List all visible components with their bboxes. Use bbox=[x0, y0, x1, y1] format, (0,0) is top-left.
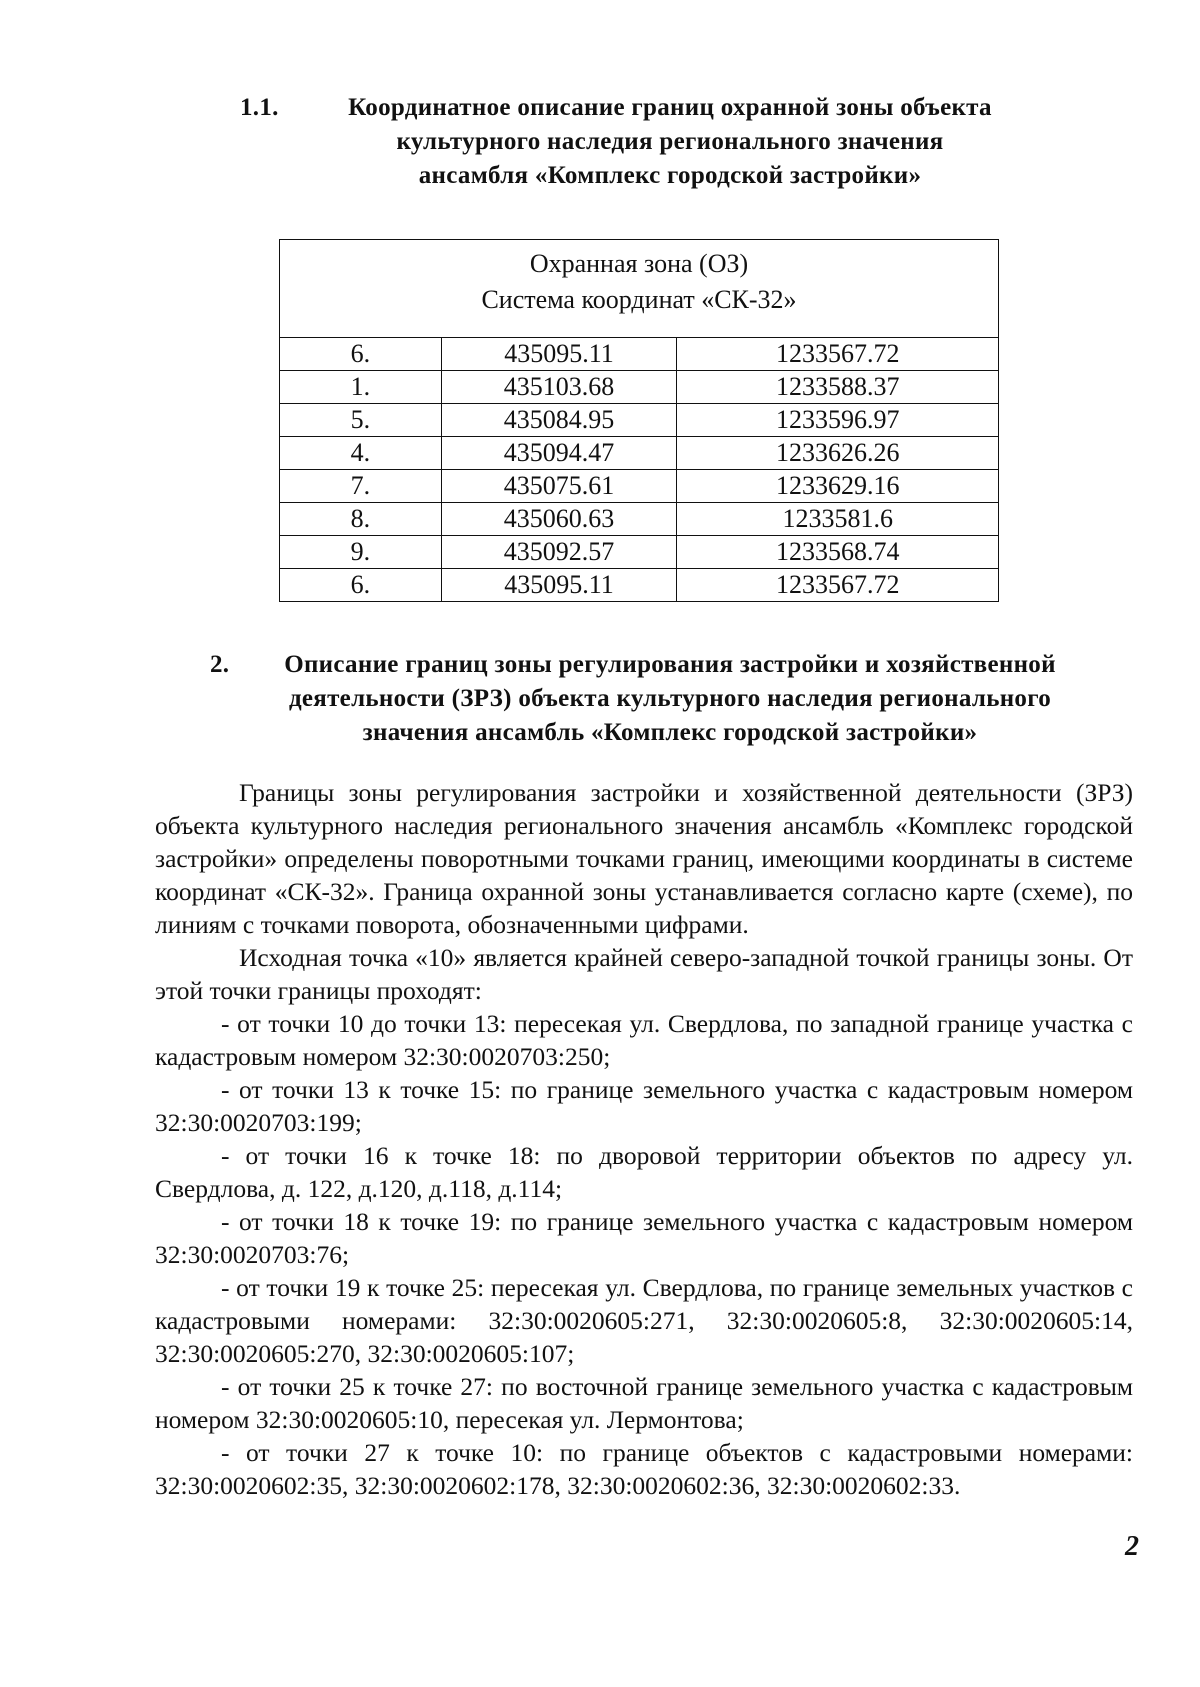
section-2-title-line: Описание границ зоны регулирования застройки и хозяйственной bbox=[284, 651, 1056, 678]
table-row bbox=[280, 437, 999, 470]
x-coordinate-cell: 435095.11 bbox=[441, 338, 677, 371]
point-number-cell: 8. bbox=[280, 503, 442, 536]
section-1-title-line: ансамбля «Комплекс городской застройки» bbox=[418, 162, 922, 189]
table-row bbox=[280, 503, 999, 536]
table-header-system: Система координат «СК-32» bbox=[481, 285, 797, 314]
body-paragraph: Границы зоны регулирования застройки и хозяйственной деятельности (ЗРЗ) объекта культурного наследия регионального значения ансамбль «Комплекс городской застройки» определены поворотными точками границ, имеющими координаты в системе координат «СК-32». Граница охранной зоны устанавливается согласно карте (схеме), по линиям с точками поворота, обозначенными цифрами. bbox=[155, 778, 1133, 939]
table-row bbox=[280, 470, 999, 503]
section-1-number: 1.1. bbox=[240, 94, 279, 121]
x-coordinate-cell: 435092.57 bbox=[441, 536, 677, 569]
point-number-cell: 5. bbox=[280, 404, 442, 437]
boundary-list-item: - от точки 13 к точке 15: по границе земельного участка с кадастровым номером 32:30:0020703:199; bbox=[155, 1075, 1133, 1137]
point-number-cell: 4. bbox=[280, 437, 442, 470]
x-coordinate-cell: 435094.47 bbox=[441, 437, 677, 470]
x-coordinate-cell: 435103.68 bbox=[441, 371, 677, 404]
boundary-list-item: - от точки 18 к точке 19: по границе земельного участка с кадастровым номером 32:30:0020703:76; bbox=[155, 1207, 1133, 1269]
y-coordinate-cell: 1233596.97 bbox=[677, 404, 999, 437]
table-row bbox=[280, 404, 999, 437]
body-text bbox=[155, 776, 1133, 1502]
y-coordinate-cell: 1233626.26 bbox=[677, 437, 999, 470]
point-number-cell: 9. bbox=[280, 536, 442, 569]
section-1-heading bbox=[240, 91, 1030, 193]
page-number: 2 bbox=[1125, 1531, 1139, 1562]
section-1-title-line: Координатное описание границ охранной зоны объекта bbox=[348, 94, 992, 121]
section-2-heading bbox=[200, 648, 1100, 750]
x-coordinate-cell: 435075.61 bbox=[441, 470, 677, 503]
boundary-list-item: - от точки 25 к точке 27: по восточной границе земельного участка с кадастровым номером 32:30:0020605:10, пересекая ул. Лермонтова; bbox=[155, 1372, 1133, 1434]
x-coordinate-cell: 435095.11 bbox=[441, 569, 677, 602]
point-number-cell: 6. bbox=[280, 569, 442, 602]
table-row bbox=[280, 536, 999, 569]
point-number-cell: 7. bbox=[280, 470, 442, 503]
y-coordinate-cell: 1233629.16 bbox=[677, 470, 999, 503]
table-row bbox=[280, 338, 999, 371]
table-header-zone: Охранная зона (ОЗ) bbox=[529, 249, 749, 278]
section-2-title-line: значения ансамбль «Комплекс городской застройки» bbox=[362, 719, 978, 746]
y-coordinate-cell: 1233581.6 bbox=[677, 503, 999, 536]
section-2-number: 2. bbox=[210, 651, 230, 678]
x-coordinate-cell: 435084.95 bbox=[441, 404, 677, 437]
section-2-title-line: деятельности (ЗРЗ) объекта культурного наследия регионального bbox=[288, 685, 1052, 712]
y-coordinate-cell: 1233567.72 bbox=[677, 338, 999, 371]
boundary-list-item: - от точки 19 к точке 25: пересекая ул. Свердлова, по границе земельных участков с кадастровыми номерами: 32:30:0020605:271, 32:30:0020605:8, 32:30:0020605:14, 32:30:0020605:270, 32:30:0020605:107; bbox=[155, 1273, 1133, 1368]
table-row bbox=[280, 569, 999, 602]
table-header-cell bbox=[280, 240, 999, 338]
y-coordinate-cell: 1233568.74 bbox=[677, 536, 999, 569]
point-number-cell: 6. bbox=[280, 338, 442, 371]
section-1-title-line: культурного наследия регионального значения bbox=[396, 128, 944, 155]
coordinates-table bbox=[279, 239, 999, 602]
boundary-list-item: - от точки 10 до точки 13: пересекая ул. Свердлова, по западной границе участка с кадастровым номером 32:30:0020703:250; bbox=[155, 1009, 1133, 1071]
y-coordinate-cell: 1233588.37 bbox=[677, 371, 999, 404]
boundary-list-item: - от точки 27 к точке 10: по границе объектов с кадастровыми номерами: 32:30:0020602:35, 32:30:0020602:178, 32:30:0020602:36, 32:30:0020602:33. bbox=[155, 1438, 1133, 1500]
y-coordinate-cell: 1233567.72 bbox=[677, 569, 999, 602]
x-coordinate-cell: 435060.63 bbox=[441, 503, 677, 536]
point-number-cell: 1. bbox=[280, 371, 442, 404]
table-header-row bbox=[280, 240, 999, 338]
body-paragraph: Исходная точка «10» является крайней северо-западной точкой границы зоны. От этой точки границы проходят: bbox=[155, 943, 1133, 1005]
boundary-list-item: - от точки 16 к точке 18: по дворовой территории объектов по адресу ул. Свердлова, д. 122, д.120, д.118, д.114; bbox=[155, 1141, 1133, 1203]
table-row bbox=[280, 371, 999, 404]
